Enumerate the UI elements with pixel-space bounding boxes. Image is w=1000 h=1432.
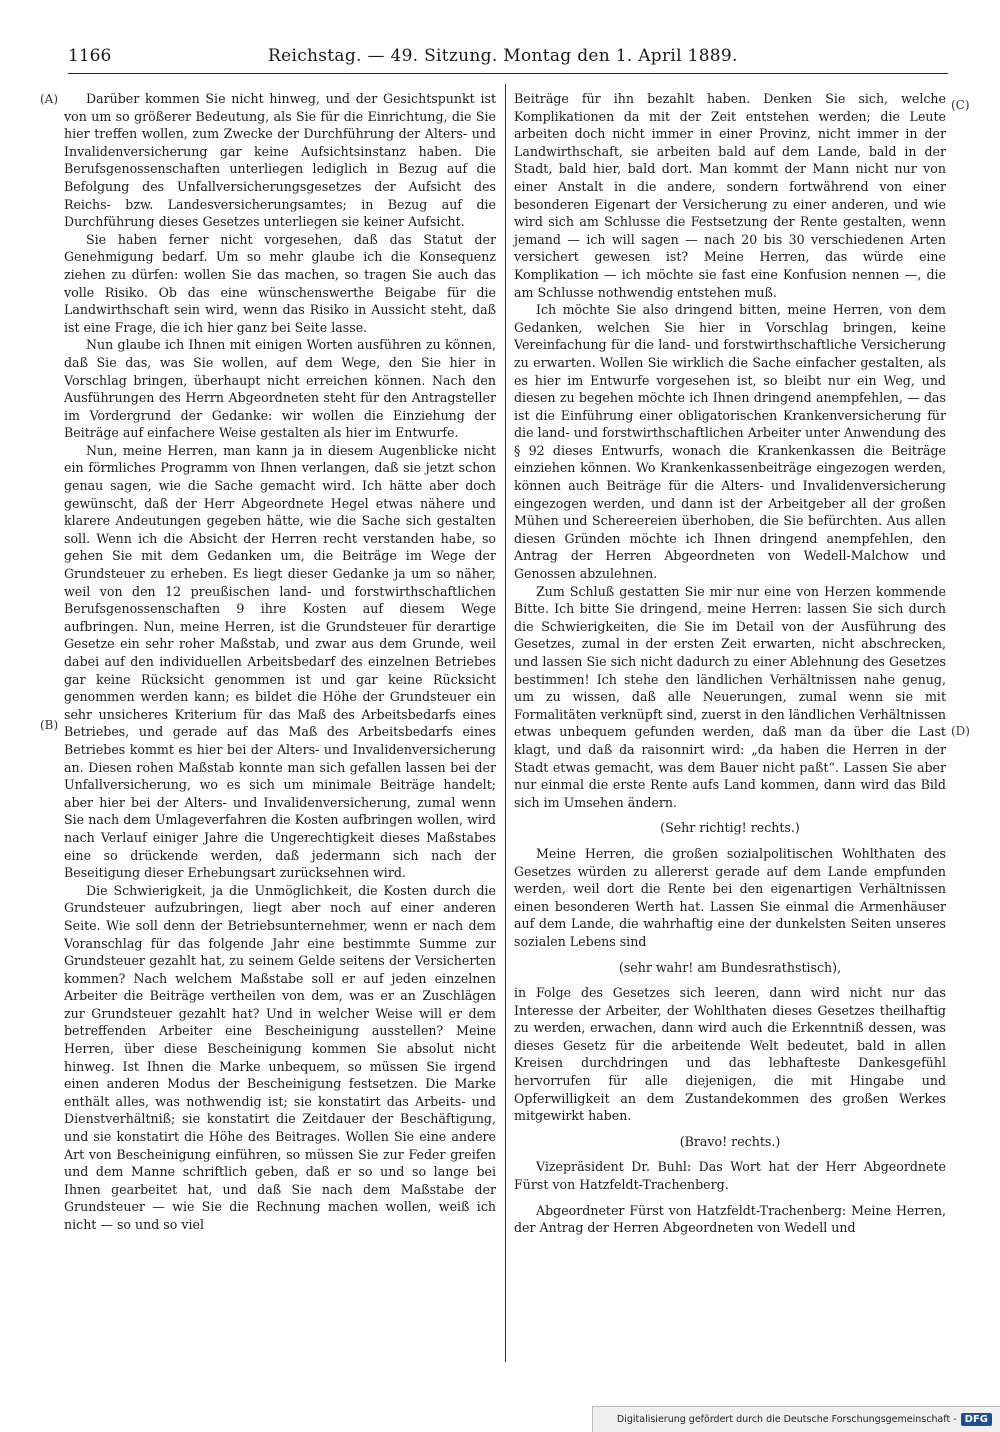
margin-marker-a: (A) (40, 92, 59, 106)
paragraph: Meine Herren, die großen sozialpolitischen Wohlthaten des Gesetzes würden zu allererst gerade auf dem Lande empfunden werden, weil dort die Rente bei den eigenartigen Verhältnissen einen besonderen Werth hat. Lassen Sie einmal die Armenhäuser auf dem Lande, die wahrhaftig eine der dunkelsten Seiten unseres sozialen Lebens sind (514, 845, 946, 949)
paragraph: Darüber kommen Sie nicht hinweg, und der Gesichtspunkt ist von um so größerer Bedeutung, als Sie für die Einrichtung, die Sie hier treffen wollen, zum Zwecke der Durchführung der Alters- und Invalidenversicherung gar keine Aufsichtsinstanz haben. Die Berufsgenossenschaften unterliegen lediglich in Bezug auf die Befolgung des Unfallversicherungsgesetzes der Aufsicht des Reichs- bzw. Landesversicherungsamtes; in Bezug auf die Durchführung dieses Gesetzes unterliegen sie keiner Aufsicht. (64, 91, 496, 230)
paragraph: Ich möchte Sie also dringend bitten, meine Herren, von dem Gedanken, welchen Sie hier in Vorschlag bringen, keine Vereinfachung für die land- und forstwirthschaftliche Versicherung zu erwarten. Wollen Sie wirklich die Sache einfacher gestalten, als es hier im Entwurfe vorgesehen ist, so bleibt nur ein Weg, und diesen zu begehen möchte ich Ihnen dringend anempfehlen, — das ist die Einführung einer obligatorischen Krankenversicherung für die land- und forstwirthschaftlichen Arbeiter unter Anwendung des § 92 dieses Entwurfs, wonach die Krankenkassen die Beiträge einziehen können. Wo Krankenkassenbeiträge eingezogen werden, können auch Beiträge für die Alters- und Invalidenversicherung eingezogen werden, und dann ist der Arbeitgeber all der großen Mühen und Schereereien überhoben, die Sie befürchten. Aus allen diesen Gründen möchte ich Ihnen dringend anempfehlen, den Antrag der Herren Abgeordneten von Wedell-Malchow und Genossen abzulehnen. (514, 302, 946, 582)
footer-text: Digitalisierung gefördert durch die Deutsche Forschungsgemeinschaft - (616, 1414, 957, 1425)
margin-marker-d: (D) (951, 724, 970, 738)
interjection: (Bravo! rechts.) (679, 1133, 781, 1149)
right-column (514, 90, 946, 1237)
margin-marker-b: (B) (40, 718, 59, 732)
left-column (64, 90, 496, 1234)
paragraph: Die Schwierigkeit, ja die Unmöglichkeit, die Kosten durch die Grundsteuer aufzubringen, liegt aber noch auf einer anderen Seite. Wie soll denn der Betriebsunternehmer, wenn er nach dem Voranschlag für das folgende Jahr eine bestimmte Summe zur Grundsteuer gezahlt hat, zu seinem Gelde seitens der Versicherten kommen? Nach welchem Maßstabe soll er auf jeden einzelnen Arbeiter die Beiträge vertheilen von dem, was er an Zuschlägen zur Grundsteuer gezahlt hat? Und in welcher Weise will er dem betreffenden Arbeiter eine Bescheinigung ausstellen? Meine Herren, über diese Bescheinigung kommen Sie absolut nicht hinweg. Ist Ihnen die Marke unbequem, so müssen Sie irgend einen anderen Modus der Bescheinigung festsetzen. Die Marke enthält alles, was nothwendig ist; sie konstatirt das Arbeits- und Dienstverhältniß; sie konstatirt die Zeitdauer der Beschäftigung, und sie konstatirt die Höhe des Beitrages. Wollen Sie eine andere Art von Bescheinigung einführen, so müssen Sie zur Feder greifen und dem Manne schriftlich geben, daß er so und so lange bei Ihnen gearbeitet hat, und daß Sie nach dem Maßstabe der Grundsteuer — wie Sie die Rechnung machen wollen, weiß ich nicht — so und so viel (64, 882, 496, 1232)
running-title: Reichstag. — 49. Sitzung. Montag den 1. April 1889. (268, 46, 738, 66)
paragraph: Nun, meine Herren, man kann ja in diesem Augenblicke nicht ein förmliches Programm von Ihnen verlangen, daß sie jetzt schon genau sagen, wie die Sache gemacht wird. Ich hätte aber doch gewünscht, daß der Herr Abgeordnete Hegel etwas nähere und klarere Andeutungen gegeben hätte, wie die Sache sich gestalten soll. Wenn ich die Absicht der Herren recht verstanden habe, so gehen Sie mit dem Gedanken um, die Beiträge im Wege der Grundsteuer zu erheben. Es liegt dieser Gedanke ja um so näher, weil von den 12 preußischen land- und forstwirthschaftlichen Berufsgenossenschaften 9 ihre Kosten auf diesem Wege aufbringen. Nun, meine Herren, ist die Grundsteuer für derartige Gesetze ein sehr roher Maßstab, und zwar aus dem Grunde, weil dabei auf den individuellen Arbeitsbedarf des einzelnen Betriebes gar keine Rücksicht genommen ist und gar keine Rücksicht genommen werden kann; es bildet die Höhe der Grundsteuer ein sehr unsicheres Kriterium für das Maß des Arbeitsbedarfs eines Betriebes, und gerade auf das Maß des Arbeitsbedarfs eines Betriebes kommt es hier bei der Alters- und Invalidenversicherung an. Diesen rohen Maßstab konnte man sich gefallen lassen bei der Unfallversicherung, wo es sich um minimale Beiträge handelt; aber hier bei der Alters- und Invalidenversicherung, zumal wenn Sie nach dem Umlageverfahren die Kosten aufbringen wollen, wird nach Verlauf einiger Jahre die Ungerechtigkeit dieses Maßstabes eine so drückende werden, daß jedermann sich nach der Beseitigung dieser Erhebungsart zurücksehnen wird. (64, 442, 496, 881)
speaker-paragraph: Vizepräsident Dr. Buhl: Das Wort hat der Herr Abgeordnete Fürst von Hatzfeldt-Trachenberg. (514, 1159, 946, 1193)
paragraph: Nun glaube ich Ihnen mit einigen Worten ausführen zu können, daß Sie das, was Sie wollen, auf dem Wege, den Sie hier in Vorschlag bringen, überhaupt nicht erreichen können. Nach den Ausführungen des Herrn Abgeordneten steht für den Antragsteller im Vordergrund der Gedanke: wir wollen die Einziehung der Beiträge auf einfachere Weise gestalten als hier im Entwurfe. (64, 337, 496, 441)
paragraph: Sie haben ferner nicht vorgesehen, daß das Statut der Genehmigung bedarf. Um so mehr glaube ich die Konsequenz ziehen zu dürfen: wollen Sie das machen, so tragen Sie auch das volle Risiko. Ob das eine wünschenswerthe Beigabe für die Landwirthschaft sein wird, wenn das Risiko in Aussicht steht, daß ist eine Frage, die ich hier ganz bei Seite lasse. (64, 231, 496, 335)
column-divider (505, 84, 506, 1362)
speaker-paragraph: Abgeordneter Fürst von Hatzfeldt-Trachenberg: Meine Herren, der Antrag der Herren Abgeordneten von Wedell und (514, 1202, 946, 1236)
dfg-logo: DFG (961, 1413, 992, 1426)
paragraph: in Folge des Gesetzes sich leeren, dann wird nicht nur das Interesse der Arbeiter, der Wohlthaten dieses Gesetzes theilhaftig zu werden, erwachen, dann wird auch die Erkenntniß dessen, was dieses Gesetz für die arbeitende Welt bedeutet, bald in allen Kreisen durchdringen und das lebhafteste Dankesgefühl hervorrufen für alle diejenigen, die mit Hingabe und Opferwilligkeit an dem Zustandekommen des großen Werkes mitgewirkt haben. (514, 985, 946, 1124)
margin-marker-c: (C) (951, 98, 970, 112)
digitization-footer (592, 1406, 1000, 1432)
paragraph: Zum Schluß gestatten Sie mir nur eine von Herzen kommende Bitte. Ich bitte Sie dringend, meine Herren: lassen Sie sich durch die Schwierigkeiten, die Sie im Detail von der Ausführung des Gesetzes, zumal in der ersten Zeit erwarten, nicht abschrecken, und lassen Sie sich nicht dadurch zu einer Ablehnung des Gesetzes bestimmen! Ich stehe den ländlichen Verhältnissen nahe genug, um zu wissen, daß alle Neuerungen, zumal wenn sie mit Formalitäten verknüpft sind, zuerst in den ländlichen Verhältnissen etwas unbequem gefunden werden, daß man da über die Last klagt, und daß da raisonnirt wird: „da haben die Herren in der Stadt etwas gemacht, was dem Bauer nicht paßt“. Lassen Sie aber nur einmal die erste Rente aufs Land kommen, dann wird das Bild sich im Umsehen ändern. (514, 583, 947, 810)
page-number: 1166 (68, 46, 112, 66)
interjection: (sehr wahr! am Bundesrathstisch), (618, 959, 842, 975)
paragraph: Beiträge für ihn bezahlt haben. Denken Sie sich, welche Komplikationen da mit der Zeit entstehen werden; die Leute arbeiten doch nicht immer in einer Provinz, nicht immer in der Landwirthschaft, sie arbeiten bald auf dem Lande, bald in der Stadt, bald hier, bald dort. Man kommt der Mann nicht nur von einer Anstalt in die andere, sondern fortwährend von einer besonderen Eigenart der Versicherung zu einer anderen, und wie wird sich am Schlusse die Festsetzung der Rente gestalten, wenn jemand — ich will sagen — nach 20 bis 30 verschiedenen Arten versichert gewesen ist? Meine Herren, das würde eine Komplikation — ich möchte sie fast eine Konfusion nennen —, die am Schlusse nothwendig entstehen muß. (514, 91, 946, 300)
header-rule (68, 73, 948, 74)
interjection: (Sehr richtig! rechts.) (660, 820, 800, 836)
page-header (68, 44, 948, 72)
